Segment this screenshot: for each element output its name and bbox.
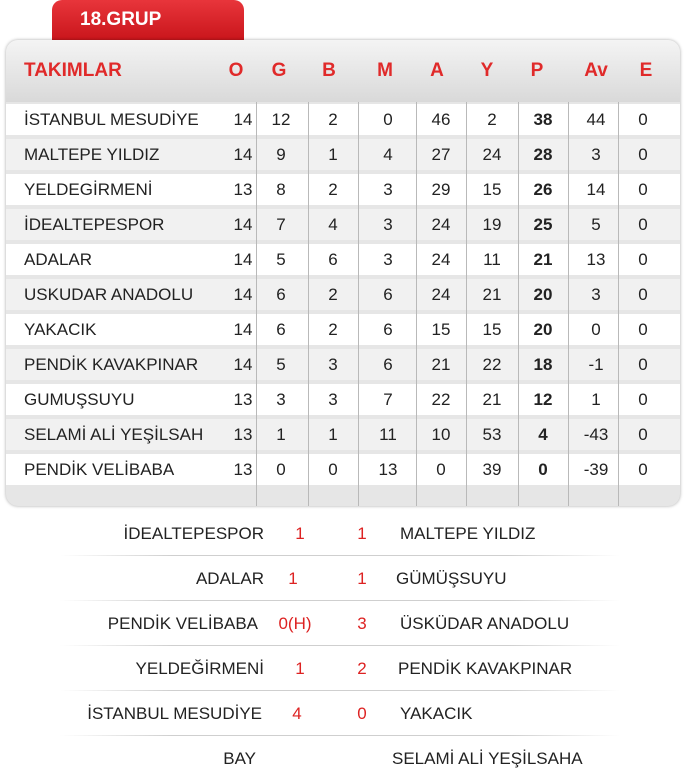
cell-o: 14 [233,110,253,129]
cell-b: 3 [328,355,338,374]
cell-g: 6 [276,320,286,339]
cell-m: 3 [383,180,393,199]
away-score: 0 [357,704,367,723]
cell-y: 21 [482,390,502,409]
table-row[interactable] [6,279,680,310]
match-row[interactable] [0,647,688,691]
cell-a: 22 [431,390,451,409]
cell-m: 0 [383,110,393,129]
column-divider [618,102,619,506]
header-b: B [322,60,336,81]
cell-b: 1 [328,425,338,444]
cell-av: 0 [591,320,601,339]
cell-m: 11 [379,425,397,444]
cell-m: 6 [383,355,393,374]
cell-a: 10 [431,425,451,444]
match-divider [60,735,620,736]
cell-a: 0 [436,460,446,479]
cell-o: 14 [233,250,253,269]
team-name: PENDİK VELİBABA [24,460,175,479]
cell-e: 0 [638,460,648,479]
cell-p: 21 [533,250,553,269]
team-name: YELDEGİRMENİ [24,180,153,199]
away-team: SELAMİ ALİ YEŞİLSAHA [392,749,583,768]
cell-p: 28 [533,145,553,164]
home-score: 1 [288,569,298,588]
cell-e: 0 [638,215,648,234]
cell-g: 7 [276,215,286,234]
match-row[interactable] [0,737,688,781]
team-name: USKUDAR ANADOLU [24,285,194,304]
cell-y: 53 [482,425,502,444]
cell-y: 24 [482,145,502,164]
away-team: GÜMÜŞSUYU [396,569,507,588]
cell-m: 3 [383,215,393,234]
cell-p: 12 [533,390,553,409]
table-row[interactable] [6,384,680,415]
cell-o: 13 [233,180,253,199]
cell-m: 6 [383,320,393,339]
cell-y: 21 [482,285,502,304]
away-team: YAKACIK [400,704,473,723]
column-divider [466,102,467,506]
cell-b: 2 [328,320,338,339]
table-row[interactable] [6,104,680,135]
cell-o: 14 [233,215,253,234]
home-score: 4 [292,704,302,723]
away-score: 1 [357,524,367,543]
cell-y: 2 [487,110,497,129]
column-divider [308,102,309,506]
cell-p: 26 [533,180,553,199]
cell-b: 2 [328,285,338,304]
cell-av: 44 [586,110,606,129]
match-row[interactable] [0,692,688,736]
team-name: SELAMİ ALİ YEŞİLSAH [24,425,204,444]
cell-m: 7 [383,390,393,409]
table-row[interactable] [6,244,680,275]
cell-y: 39 [482,460,502,479]
column-divider [256,102,257,506]
cell-e: 0 [638,250,648,269]
cell-a: 46 [431,110,451,129]
cell-y: 11 [483,250,501,269]
cell-g: 1 [276,425,286,444]
cell-e: 0 [638,145,648,164]
cell-g: 6 [276,285,286,304]
cell-e: 0 [638,355,648,374]
team-name: İSTANBUL MESUDİYE [24,110,199,129]
header-m: M [377,60,393,81]
home-score: 0(H) [278,614,312,633]
home-team: BAY [223,749,256,768]
match-row[interactable] [0,602,688,646]
cell-m: 13 [378,460,398,479]
cell-av: -39 [583,460,609,479]
column-divider [518,102,519,506]
cell-p: 25 [533,215,553,234]
group-title: 18.GRUP [80,9,162,30]
cell-av: -1 [588,355,604,374]
cell-b: 4 [328,215,338,234]
header-y: Y [480,60,494,81]
cell-g: 5 [276,250,286,269]
cell-o: 13 [233,460,253,479]
cell-y: 15 [482,180,502,199]
cell-p: 4 [538,425,548,444]
table-row[interactable] [6,209,680,240]
away-team: ÜSKÜDAR ANADOLU [400,614,570,633]
match-row[interactable] [0,512,688,556]
match-row[interactable] [0,557,688,601]
home-team: YELDEĞİRMENİ [135,659,264,678]
header-p: P [530,60,544,81]
cell-a: 27 [431,145,451,164]
table-row[interactable] [6,314,680,345]
home-score: 1 [295,659,305,678]
cell-p: 38 [533,110,553,129]
team-name: İDEALTEPESPOR [24,215,165,234]
cell-b: 3 [328,390,338,409]
cell-e: 0 [638,110,648,129]
cell-e: 0 [638,390,648,409]
cell-a: 24 [431,250,451,269]
cell-m: 3 [383,250,393,269]
cell-g: 12 [271,110,291,129]
cell-a: 24 [431,285,451,304]
table-row[interactable] [6,139,680,170]
header-e: E [639,60,653,81]
cell-b: 2 [328,180,338,199]
table-row[interactable] [6,419,680,450]
group-tab[interactable] [52,0,244,42]
cell-g: 8 [276,180,286,199]
cell-g: 9 [276,145,286,164]
cell-a: 15 [431,320,451,339]
cell-e: 0 [638,285,648,304]
cell-p: 20 [533,285,553,304]
match-divider [60,645,620,646]
cell-p: 18 [533,355,553,374]
cell-av: 3 [591,145,601,164]
cell-o: 13 [233,425,253,444]
header-o: O [228,60,244,81]
cell-e: 0 [638,180,648,199]
cell-av: 5 [591,215,601,234]
column-divider [568,102,569,506]
cell-a: 21 [431,355,451,374]
cell-b: 6 [328,250,338,269]
home-team: PENDİK VELİBABA [107,614,258,633]
cell-g: 5 [276,355,286,374]
team-name: YAKACIK [24,320,97,339]
table-row[interactable] [6,349,680,380]
cell-o: 14 [233,355,253,374]
cell-y: 22 [482,355,502,374]
team-name: MALTEPE YILDIZ [24,145,160,164]
cell-e: 0 [638,320,648,339]
cell-av: -43 [583,425,609,444]
away-team: PENDİK KAVAKPINAR [398,659,573,678]
standings-table [6,40,680,506]
cell-a: 24 [431,215,451,234]
table-row[interactable] [6,454,680,485]
cell-av: 1 [591,390,601,409]
team-name: PENDİK KAVAKPINAR [24,355,199,374]
match-divider [60,555,620,556]
cell-o: 14 [233,320,253,339]
away-score [337,737,387,781]
cell-b: 1 [328,145,338,164]
away-score: 1 [357,569,367,588]
table-header [6,40,680,102]
cell-p: 20 [533,320,553,339]
cell-b: 0 [328,460,338,479]
match-divider [60,600,620,601]
away-team: MALTEPE YILDIZ [400,524,536,543]
away-score: 3 [357,614,367,633]
cell-av: 13 [586,250,606,269]
team-name: ADALAR [24,250,93,269]
header-av: Av [584,60,608,81]
cell-a: 29 [431,180,451,199]
column-divider [358,102,359,506]
cell-o: 14 [233,285,253,304]
home-team: İDEALTEPESPOR [123,524,264,543]
cell-p: 0 [538,460,548,479]
home-team: İSTANBUL MESUDİYE [87,704,262,723]
header-g: G [271,60,287,81]
header-takimlar: TAKIMLAR [24,60,122,81]
cell-g: 0 [276,460,286,479]
cell-o: 14 [233,145,253,164]
cell-av: 3 [591,285,601,304]
home-team: ADALAR [195,569,264,588]
cell-m: 6 [383,285,393,304]
cell-av: 14 [586,180,606,199]
table-row[interactable] [6,174,680,205]
column-divider [416,102,417,506]
cell-b: 2 [328,110,338,129]
cell-o: 13 [233,390,253,409]
cell-y: 19 [482,215,502,234]
cell-e: 0 [638,425,648,444]
away-score: 2 [357,659,367,678]
home-score [275,737,325,781]
cell-g: 3 [276,390,286,409]
home-score: 1 [295,524,305,543]
team-name: GUMUŞSUYU [24,390,135,409]
cell-m: 4 [383,145,393,164]
header-a: A [430,60,444,81]
match-divider [60,690,620,691]
cell-y: 15 [482,320,502,339]
